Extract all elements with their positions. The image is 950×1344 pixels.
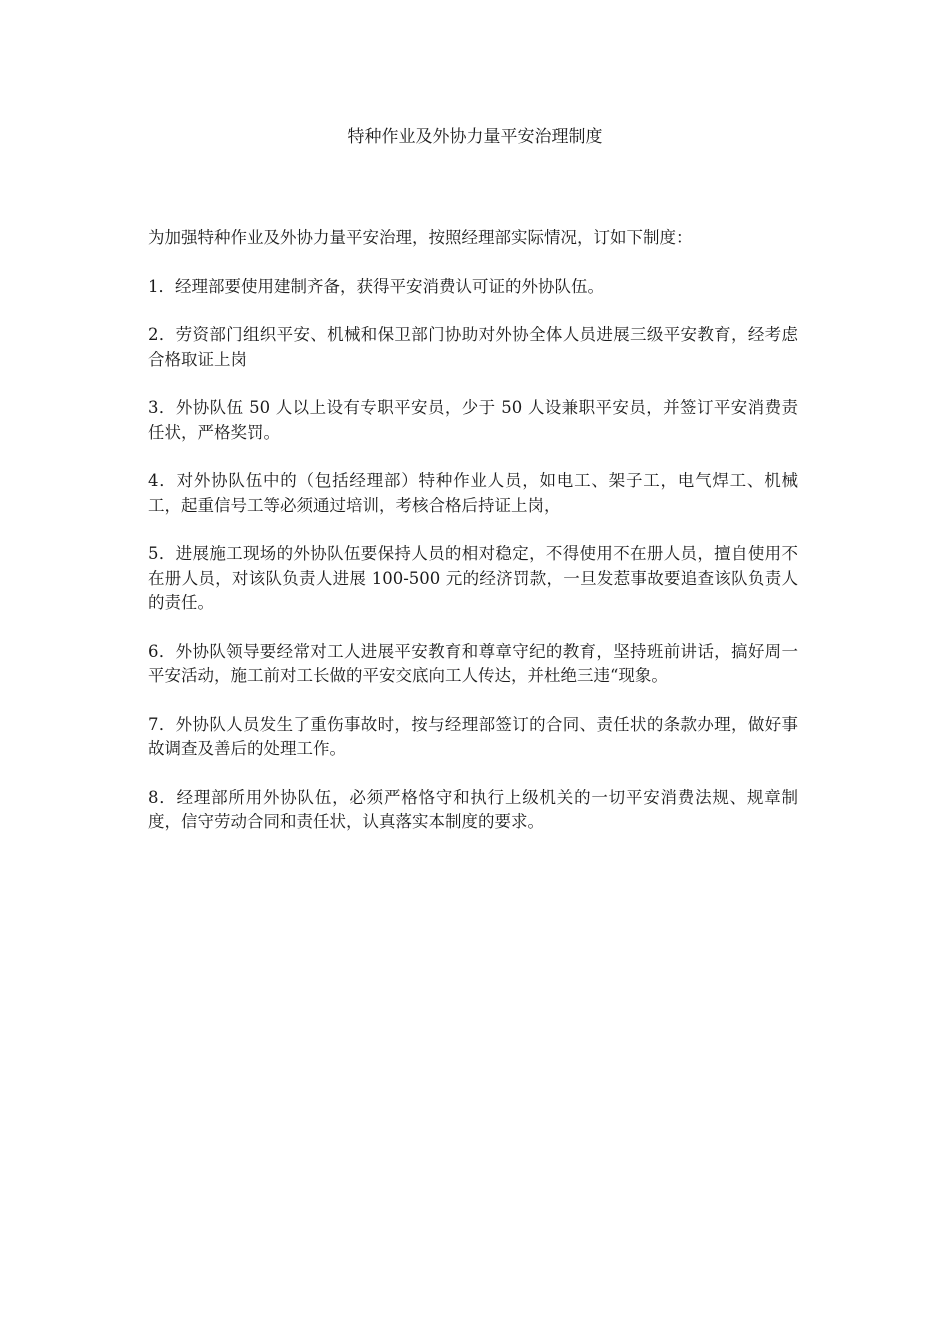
document-body [148,226,798,859]
rule-item-1: 1．经理部要使用建制齐备，获得平安消费认可证的外协队伍。 [148,276,604,296]
rule-item-6: 6．外协队领导要经常对工人进展平安教育和尊章守纪的教育，坚持班前讲话，搞好周一平安活动，施工前对工长做的平安交底向工人传达，并杜绝三违“现象。 [148,641,798,685]
rule-item-2: 2．劳资部门组织平安、机械和保卫部门协助对外协全体人员进展三级平安教育，经考虑合格取证上岗 [148,325,798,369]
rule-item-5: 5．进展施工现场的外协队伍要保持人员的相对稳定，不得使用不在册人员，擅自使用不在册人员，对该队负责人进展 100-500 元的经济罚款，一旦发惹事故要追查该队负责人的责任。 [148,544,798,612]
rule-item-4: 4．对外协队伍中的（包括经理部）特种作业人员，如电工、架子工，电气焊工、机械工，起重信号工等必须通过培训，考核合格后持证上岗， [148,471,798,515]
intro-paragraph: 为加强特种作业及外协力量平安治理，按照经理部实际情况，订如下制度： [148,228,693,247]
rule-item-8: 8．经理部所用外协队伍，必须严格恪守和执行上级机关的一切平安消费法规、规章制度，信守劳动合同和责任状，认真落实本制度的要求。 [148,787,798,831]
rule-item-3: 3．外协队伍 50 人以上设有专职平安员，少于 50 人设兼职平安员，并签订平安消费责任状，严格奖罚。 [148,398,798,442]
rule-item-7: 7．外协队人员发生了重伤事故时，按与经理部签订的合同、责任状的条款办理，做好事故调查及善后的处理工作。 [148,714,798,758]
document-title: 特种作业及外协力量平安治理制度 [347,127,603,147]
